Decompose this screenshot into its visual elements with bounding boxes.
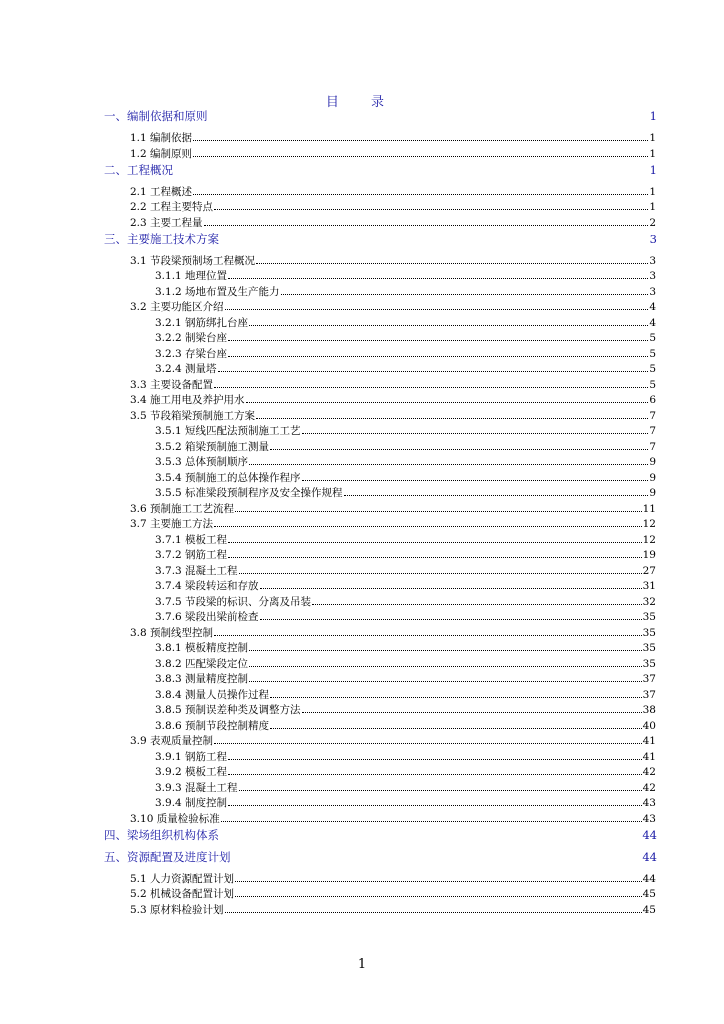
toc-entry-title: 3.8.4 测量人员操作过程 <box>155 688 270 701</box>
toc-entry-title: 3.9.3 混凝土工程 <box>155 781 238 794</box>
toc-entry-title: 3.7.5 节段梁的标识、分离及吊装 <box>155 595 312 608</box>
toc-entry-page: 1 <box>649 201 656 213</box>
toc-leader-dots <box>239 563 642 574</box>
toc-section-entry[interactable] <box>155 594 656 610</box>
toc-leader-dots <box>239 780 642 791</box>
toc-entry-page: 19 <box>642 549 656 561</box>
toc-leader-dots <box>235 871 642 882</box>
toc-leader-dots <box>193 146 648 157</box>
toc-section-entry[interactable] <box>155 764 656 780</box>
toc-leader-dots <box>228 330 648 341</box>
toc-leader-dots <box>249 315 648 326</box>
toc-leader-dots <box>218 361 649 372</box>
toc-entry-title: 2.2 工程主要特点 <box>130 201 214 213</box>
toc-section-entry[interactable] <box>155 578 656 594</box>
toc-entry-page: 12 <box>642 518 656 530</box>
toc-entry-page: 42 <box>642 766 656 778</box>
toc-entry-page: 6 <box>649 394 656 406</box>
toc-section-entry[interactable] <box>130 377 656 393</box>
toc-entry-title: 3.5.1 短线匹配法预制施工工艺 <box>155 425 301 437</box>
toc-section-entry[interactable] <box>130 501 656 517</box>
toc-entry-page: 41 <box>642 750 656 763</box>
toc-entry-page: 43 <box>642 812 656 825</box>
toc-entry-page: 35 <box>642 657 656 670</box>
toc-leader-dots <box>214 625 642 636</box>
toc-leader-dots <box>249 640 642 651</box>
toc-section-entry[interactable] <box>130 886 656 902</box>
toc-section-entry[interactable] <box>130 625 656 641</box>
toc-section-entry[interactable] <box>155 702 656 718</box>
toc-entry-page: 40 <box>642 719 656 732</box>
toc-entry-title: 3.7.2 钢筋工程 <box>155 549 228 561</box>
toc-leader-dots <box>260 578 642 589</box>
toc-entry-page: 3 <box>649 270 656 282</box>
toc-section-entry[interactable] <box>130 253 656 269</box>
toc-leader-dots <box>228 268 648 279</box>
toc-entry-page: 7 <box>649 409 656 422</box>
toc-leader-dots <box>249 671 642 682</box>
toc-leader-dots <box>256 408 648 419</box>
toc-leader-dots <box>214 516 642 527</box>
toc-section-entry[interactable] <box>130 146 656 162</box>
toc-entry-page: 1 <box>649 132 656 144</box>
toc-entry-page: 9 <box>649 456 656 468</box>
page-number: 1 <box>357 957 367 972</box>
toc-section-entry[interactable] <box>130 130 656 146</box>
toc-entry-page: 4 <box>649 316 656 329</box>
toc-entry-page: 27 <box>642 564 656 577</box>
toc-section-entry[interactable] <box>155 439 656 455</box>
toc-entry-page: 7 <box>649 425 656 437</box>
toc-entry-page: 1 <box>649 147 656 160</box>
toc-leader-dots <box>228 764 642 775</box>
toc-entry-title: 1.1 编制依据 <box>130 132 193 144</box>
toc-entry-title: 3.9.4 制度控制 <box>155 797 228 809</box>
toc-entry-title: 3.2.2 制梁台座 <box>155 332 228 344</box>
toc-entry-page: 37 <box>642 688 656 701</box>
toc-section-entry[interactable] <box>155 454 656 470</box>
toc-entry-title: 三、主要施工技术方案 <box>104 231 219 246</box>
toc-entry-page: 9 <box>649 487 656 499</box>
toc-section-entry[interactable] <box>155 284 656 300</box>
toc-section-entry[interactable] <box>155 640 656 656</box>
toc-entry-title: 3.1 节段梁预制场工程概况 <box>130 254 256 267</box>
toc-entry-title: 3.4 施工用电及养护用水 <box>130 394 245 406</box>
toc-entry-page: 38 <box>642 704 656 716</box>
toc-entry-title: 3.1.1 地理位置 <box>155 270 228 282</box>
toc-section-entry[interactable] <box>155 470 656 486</box>
toc-chapter-entry[interactable] <box>104 108 657 124</box>
toc-entry-page: 7 <box>649 440 656 453</box>
toc-section-entry[interactable] <box>155 485 656 501</box>
toc-section-entry[interactable] <box>130 871 656 887</box>
toc-entry-title: 3.5.2 箱梁预制施工测量 <box>155 440 270 453</box>
toc-entry-page: 35 <box>642 611 656 623</box>
toc-entry-title: 五、资源配置及进度计划 <box>104 849 231 864</box>
toc-chapter-entry[interactable] <box>104 231 657 247</box>
toc-leader-dots <box>214 733 642 744</box>
toc-entry-page: 3 <box>649 285 656 298</box>
toc-entry-title: 3.7.1 模板工程 <box>155 533 228 546</box>
toc-leader-dots <box>235 501 642 512</box>
toc-entry-title: 3.2.3 存梁台座 <box>155 347 228 360</box>
toc-leader-dots <box>249 454 648 465</box>
toc-entry-page: 4 <box>649 301 656 313</box>
toc-entry-page: 12 <box>642 533 656 546</box>
toc-entry-page: 9 <box>649 471 656 484</box>
toc-entry-page: 5 <box>649 332 656 344</box>
toc-section-entry[interactable] <box>130 199 656 215</box>
toc-section-entry[interactable] <box>155 609 656 625</box>
toc-entry-title: 2.3 主要工程量 <box>130 216 203 229</box>
toc-entry-title: 3.8.6 预制节段控制精度 <box>155 719 270 732</box>
toc-section-entry[interactable] <box>155 749 656 765</box>
toc-entry-title: 3.8.1 模板精度控制 <box>155 642 249 654</box>
toc-section-entry[interactable] <box>155 718 656 734</box>
toc-entry-page: 2 <box>649 216 656 229</box>
toc-entry-page: 31 <box>642 580 656 592</box>
toc-entry-title: 3.5.4 预制施工的总体操作程序 <box>155 471 301 484</box>
toc-entry-title: 3.2 主要功能区介绍 <box>130 301 224 313</box>
toc-entry-title: 3.9 表观质量控制 <box>130 735 214 747</box>
toc-entry-title: 二、工程概况 <box>104 162 173 177</box>
toc-section-entry[interactable] <box>130 299 656 315</box>
toc-entry-title: 5.2 机械设备配置计划 <box>130 888 235 900</box>
toc-section-entry[interactable] <box>155 780 656 796</box>
toc-section-entry[interactable] <box>155 346 656 362</box>
toc-entry-title: 3.9.1 钢筋工程 <box>155 750 228 763</box>
toc-entry-title: 3.8 预制线型控制 <box>130 626 214 639</box>
toc-entry-page: 45 <box>642 903 656 916</box>
toc-entry-page: 44 <box>642 849 657 864</box>
toc-section-entry[interactable] <box>155 532 656 548</box>
toc-entry-page: 1 <box>649 185 656 198</box>
toc-section-entry[interactable] <box>130 516 656 532</box>
toc-entry-title: 3.8.5 预制误差种类及调整方法 <box>155 704 301 716</box>
toc-leader-dots <box>193 184 648 195</box>
toc-chapter-entry[interactable] <box>104 162 657 178</box>
toc-entry-page: 45 <box>642 888 656 900</box>
toc-entry-title: 2.1 工程概述 <box>130 185 193 198</box>
toc-entry-page: 44 <box>642 827 657 842</box>
toc-entry-title: 3.8.3 测量精度控制 <box>155 673 249 685</box>
toc-chapter-entry[interactable] <box>104 849 657 865</box>
toc-entry-title: 3.7 主要施工方法 <box>130 518 214 530</box>
toc-chapter-entry[interactable] <box>104 827 657 843</box>
toc-leader-dots <box>228 749 642 760</box>
toc-entry-title: 3.5.3 总体预制顺序 <box>155 456 249 468</box>
toc-leader-dots <box>221 811 642 822</box>
toc-leader-dots <box>302 702 642 713</box>
toc-entry-page: 43 <box>642 797 656 809</box>
toc-entry-title: 5.1 人力资源配置计划 <box>130 872 235 885</box>
toc-entry-title: 3.3 主要设备配置 <box>130 378 214 391</box>
toc-section-entry[interactable] <box>155 671 656 687</box>
toc-leader-dots <box>228 532 642 543</box>
toc-entry-page: 35 <box>642 642 656 654</box>
toc-leader-dots <box>214 377 648 388</box>
toc-entry-title: 3.7.6 梁段出梁前检查 <box>155 611 259 623</box>
toc-entry-page: 37 <box>642 673 656 685</box>
toc-entry-page: 41 <box>642 735 656 747</box>
toc-section-entry[interactable] <box>155 547 656 563</box>
toc-entry-page: 5 <box>649 347 656 360</box>
toc-entry-title: 3.6 预制施工工艺流程 <box>130 502 235 515</box>
toc-section-entry[interactable] <box>155 361 656 377</box>
toc-section-entry[interactable] <box>130 902 656 918</box>
toc-section-entry[interactable] <box>155 563 656 579</box>
toc-entry-title: 3.2.1 钢筋绑扎台座 <box>155 316 249 329</box>
toc-section-entry[interactable] <box>155 687 656 703</box>
toc-section-entry[interactable] <box>155 315 656 331</box>
toc-leader-dots <box>228 795 642 806</box>
toc-entry-title: 3.10 质量检验标准 <box>130 812 220 825</box>
toc-entry-page: 1 <box>649 109 657 123</box>
toc-entry-page: 5 <box>649 378 656 391</box>
toc-section-entry[interactable] <box>130 408 656 424</box>
toc-leader-dots <box>281 284 649 295</box>
toc-leader-dots <box>228 346 648 357</box>
toc-leader-dots <box>312 594 642 605</box>
toc-entry-page: 11 <box>642 502 656 515</box>
toc-entry-page: 3 <box>649 254 656 267</box>
toc-leader-dots <box>225 902 642 913</box>
toc-leader-dots <box>235 886 642 897</box>
toc-leader-dots <box>302 470 649 481</box>
toc-leader-dots <box>246 392 649 403</box>
toc-section-entry[interactable] <box>130 184 656 200</box>
toc-section-entry[interactable] <box>155 268 656 284</box>
toc-section-entry[interactable] <box>155 656 656 672</box>
toc-entry-title: 1.2 编制原则 <box>130 147 193 160</box>
toc-entry-page: 5 <box>649 363 656 375</box>
toc-section-entry[interactable] <box>130 811 656 827</box>
toc-leader-dots <box>228 547 642 558</box>
toc-leader-dots <box>204 215 649 226</box>
toc-entry-title: 3.2.4 测量塔 <box>155 363 217 375</box>
toc-entry-page: 32 <box>642 595 656 608</box>
toc-entry-page: 42 <box>642 781 656 794</box>
toc-entry-title: 3.7.3 混凝土工程 <box>155 564 238 577</box>
toc-leader-dots <box>260 609 642 620</box>
toc-entry-page: 1 <box>649 162 657 177</box>
toc-leader-dots <box>270 687 642 698</box>
toc-section-entry[interactable] <box>155 423 656 439</box>
toc-entry-page: 44 <box>642 872 656 885</box>
toc-entry-title: 3.1.2 场地布置及生产能力 <box>155 285 280 298</box>
toc-entry-title: 3.5 节段箱梁预制施工方案 <box>130 409 256 422</box>
toc-leader-dots <box>270 439 648 450</box>
toc-leader-dots <box>302 423 649 434</box>
toc-leader-dots <box>193 130 648 141</box>
toc-entry-title: 3.7.4 梁段转运和存放 <box>155 580 259 592</box>
toc-entry-page: 35 <box>642 626 656 639</box>
toc-entry-title: 四、梁场组织机构体系 <box>104 827 219 842</box>
toc-entry-title: 3.8.2 匹配梁段定位 <box>155 657 249 670</box>
toc-leader-dots <box>249 656 642 667</box>
toc-entry-title: 3.9.2 模板工程 <box>155 766 228 778</box>
toc-section-entry[interactable] <box>130 215 656 231</box>
toc-leader-dots <box>214 199 648 210</box>
toc-leader-dots <box>256 253 648 264</box>
toc-section-entry[interactable] <box>155 330 656 346</box>
toc-section-entry[interactable] <box>130 392 656 408</box>
toc-leader-dots <box>270 718 642 729</box>
toc-entry-title: 一、编制依据和原则 <box>104 109 208 123</box>
toc-section-entry[interactable] <box>130 733 656 749</box>
toc-entry-title: 3.5.5 标准梁段预制程序及安全操作规程 <box>155 487 343 499</box>
toc-entry-title: 5.3 原材料检验计划 <box>130 903 224 916</box>
toc-entry-page: 3 <box>649 231 657 246</box>
page-title: 目 录 <box>325 95 399 110</box>
toc-leader-dots <box>344 485 649 496</box>
toc-leader-dots <box>225 299 649 310</box>
toc-section-entry[interactable] <box>155 795 656 811</box>
